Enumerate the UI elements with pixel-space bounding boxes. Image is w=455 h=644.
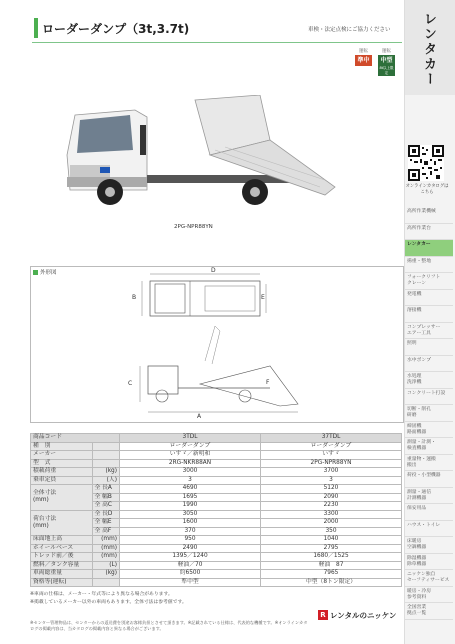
footnote: ※センター管理物品は、センターからの返送費を別途お客様負担とさせて頂きます。※記載されている仕様は、代表的な機種です。※オンラインカタログの掲載内容は、当カタログの掲載内容と異なる場合がございます。 [30,620,308,631]
sidebar-item[interactable]: 高所作業台 [405,224,453,241]
row-label: 全 長A [92,485,120,494]
row-value-1: 1600 [120,519,261,528]
sidebar-item[interactable]: ハウス・トイレ [405,521,453,538]
row-value-2: 7965 [261,570,402,579]
row-value-2: 5120 [261,485,402,494]
badge-label: 中型 [378,55,395,66]
row-value-2: いすゞ [261,451,402,460]
sidebar-item[interactable]: 水中ポンプ [405,356,453,373]
sidebar-item[interactable]: 測量・通信 計測機器 [405,488,453,505]
table-row [31,578,402,587]
badge-top-label: 運転 [382,49,391,54]
row-value-2: 1680／1525 [261,553,402,562]
badge-sub-label: 8t以上限定 [379,66,394,75]
table-row [31,476,402,485]
row-value-1: ローダーダンプ [120,442,261,451]
sidebar-item[interactable]: 暖房・冷房 参考資料 [405,587,453,604]
spec-header-row [31,434,402,443]
sidebar-item[interactable]: 揚重・整地 [405,257,453,274]
page-title: ローダーダンプ（3t,3.7t) [42,22,190,36]
spec-header-col1: 3TDL [120,434,261,443]
sidebar-item[interactable]: フォークリフト クレーン [405,273,453,290]
row-label: 床面地上高 [31,536,93,545]
sidebar-item[interactable]: 照明 [405,339,453,356]
table-row [31,510,402,519]
row-label: 全 高C [92,502,120,511]
row-unit: (mm) [92,536,120,545]
sidebar-item[interactable]: 溶接機 [405,306,453,323]
row-unit: (kg) [92,570,120,579]
row-unit [92,442,120,451]
spec-notes [30,591,187,607]
row-unit: (kg) [92,468,120,477]
row-label: 資格等(運転) [31,578,93,587]
row-value-1: 準中型 [120,578,261,587]
dim-label-e: E [261,294,265,301]
row-label: 全 幅E [92,519,120,528]
spec-header-col2: 37TDL [261,434,402,443]
spec-header-label: 商品コード [31,434,120,443]
note-line: ※掲載しているメーカー以外の車両もあります。全体寸法は参考値です。 [30,600,187,605]
logo-mark-icon: R [318,610,328,620]
row-value-1: 1695 [120,493,261,502]
header-note: 車検・法定点検にご協力ください [308,27,391,33]
row-unit: (mm) [92,553,120,562]
company-logo [318,606,402,626]
row-value-1: 軽油／70 [120,561,261,570]
dim-label-a: A [197,413,202,420]
row-label: ホイールベース [31,544,93,553]
row-value-2: 2PG-NPR88YN [261,459,402,468]
license-badge-chugata [378,48,395,76]
row-label: 種 別 [31,442,93,451]
badge-label: 準中 [355,55,372,66]
sidebar-item[interactable]: 除湿機器 除草機器 [405,554,453,571]
row-value-2: 中型（8トン限定） [261,578,402,587]
row-value-1: 370 [120,527,261,536]
dim-label-d: D [211,267,216,274]
row-value-1: 約6500 [120,570,261,579]
row-value-1: 3000 [120,468,261,477]
row-value-2: 1040 [261,536,402,545]
row-label: 燃料／タンク容量 [31,561,93,570]
table-row [31,570,402,579]
row-value-1: 2490 [120,544,261,553]
row-group-label: 全体寸法 (mm) [31,485,93,511]
row-label: 全 幅B [92,493,120,502]
row-value-2: 350 [261,527,402,536]
header-rule [32,42,402,43]
sidebar-title: レンタカー [421,12,436,87]
row-value-2: 2230 [261,502,402,511]
row-label: メーカー [31,451,93,460]
row-label: トレッド前／後 [31,553,93,562]
sidebar-item[interactable]: 切断・削孔 研磨 [405,405,453,422]
row-unit [92,459,120,468]
table-row [31,451,402,460]
qr-label: オンラインカタログはこちら [405,184,449,195]
license-badge-junchu [355,48,372,66]
row-value-2: ローダーダンプ [261,442,402,451]
sidebar-item[interactable]: コンクリート打設 [405,389,453,406]
table-row [31,536,402,545]
row-unit: (人) [92,476,120,485]
spec-table [30,433,402,587]
row-unit [92,451,120,460]
row-value-1: 3 [120,476,261,485]
sidebar-item[interactable]: 保安用品 [405,504,453,521]
dim-label-c: C [128,380,133,387]
table-row [31,459,402,468]
page-header [0,0,404,48]
row-label: 積載荷重 [31,468,93,477]
sidebar-item[interactable]: コンプレッサー エアー工具 [405,323,453,340]
dim-label-b: B [132,294,137,301]
row-unit: (mm) [92,544,120,553]
row-value-2: 3700 [261,468,402,477]
dimension-drawing [30,266,402,421]
row-unit [92,578,120,587]
table-row [31,544,402,553]
sidebar-item[interactable]: 測量・計測・ 検査機器 [405,438,453,455]
diagram-title-text: 外形図 [40,270,57,276]
badge-top-label: 運転 [359,49,368,54]
row-value-1: 4690 [120,485,261,494]
note-line: ※車両の仕様は、メーカー・年式等により異なる場合があります。 [30,592,173,597]
row-unit: (L) [92,561,120,570]
row-value-2: 2000 [261,519,402,528]
row-value-1: 2RG-NKR88AN [120,459,261,468]
sidebar-item[interactable]: 全国営業 拠点一覧 [405,603,453,620]
truck-photo [55,95,355,215]
row-value-2: 軽油 87 [261,561,402,570]
sidebar-item[interactable]: 床暖房 空調機器 [405,537,453,554]
row-value-2: 2795 [261,544,402,553]
model-label: 2PG-NPR88YN [174,224,213,230]
row-value-2: 3 [261,476,402,485]
row-value-1: 1395／1240 [120,553,261,562]
sidebar-item[interactable]: 重量物・運搬 搬出 [405,455,453,472]
row-value-1: いすゞ／新明和 [120,451,261,460]
row-label: 全 長D [92,510,120,519]
row-value-1: 1990 [120,502,261,511]
sidebar-title-tab [405,0,455,95]
dim-label-f: F [266,379,270,386]
sidebar-item[interactable]: 荷役・小型機器 [405,471,453,488]
row-label: 型 式 [31,459,93,468]
row-value-1: 950 [120,536,261,545]
table-row [31,553,402,562]
logo-text: レンタルのニッケン [330,611,397,620]
sidebar-item[interactable]: 水処理 洗浄機 [405,372,453,389]
row-label: 乗車定員 [31,476,93,485]
sidebar-item[interactable]: ニッケン独自 セーフティサービス [405,570,453,587]
title-accent-bar [34,18,38,38]
sidebar-item[interactable]: レンタカー [405,240,453,257]
table-row [31,561,402,570]
sidebar-item[interactable]: 発電機 [405,290,453,307]
table-row [31,442,402,451]
row-label: 全 高F [92,527,120,536]
table-row [31,485,402,494]
row-value-1: 3050 [120,510,261,519]
qr-code-icon[interactable] [408,145,444,181]
row-value-2: 2090 [261,493,402,502]
sidebar-item[interactable]: 締固機 路面機器 [405,422,453,439]
sidebar-item[interactable]: 高所作業機械 [405,207,453,224]
row-label: 車両総重量 [31,570,93,579]
row-group-label: 荷台寸法 (mm) [31,510,93,536]
table-row [31,468,402,477]
row-value-2: 3300 [261,510,402,519]
